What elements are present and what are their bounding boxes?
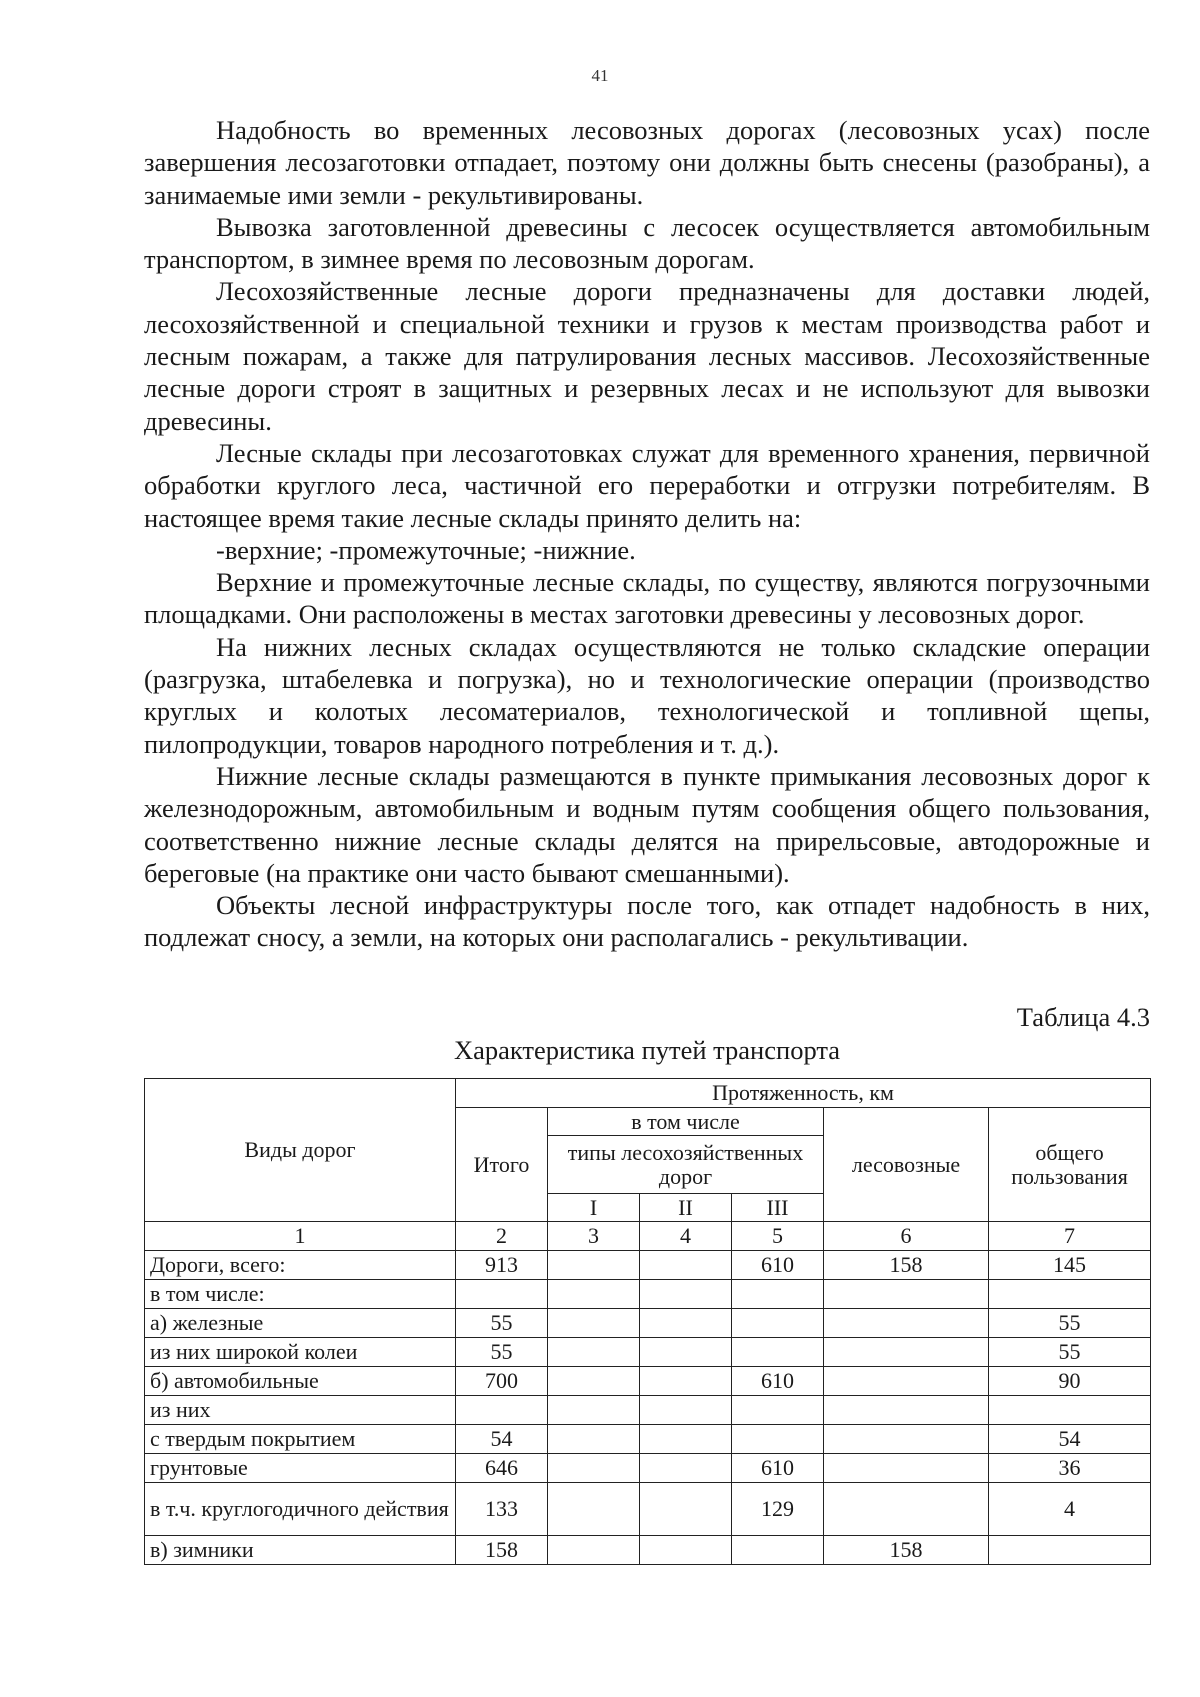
header-road-types: Виды дорог: [145, 1079, 456, 1222]
cell-road-type: грунтовые: [145, 1454, 456, 1483]
paragraph: Верхние и промежуточные лесные склады, по существу, являются погрузочными площадками. Они расположены в местах заготовки древесины у лесовозных дорог.: [144, 567, 1150, 630]
cell-value: 646: [456, 1454, 548, 1483]
cell-road-type: из них широкой колеи: [145, 1338, 456, 1367]
column-number: 7: [989, 1222, 1151, 1251]
cell-value: [548, 1483, 640, 1536]
cell-road-type: в том числе:: [145, 1280, 456, 1309]
cell-road-type: а) железные: [145, 1309, 456, 1338]
table-header: [145, 1079, 1151, 1251]
cell-value: 36: [989, 1454, 1151, 1483]
paragraph: Надобность во временных лесовозных дорогах (лесовозных усах) после завершения лесозаготовки отпадает, поэтому они должны быть снесены (разобраны), а занимаемые ими земли - рекультивированы.: [144, 115, 1150, 210]
header-logging: лесовозные: [824, 1108, 989, 1222]
cell-road-type: в т.ч. круглогодичного действия: [145, 1483, 456, 1536]
cell-value: [640, 1536, 732, 1565]
cell-value: [456, 1280, 548, 1309]
cell-value: [640, 1396, 732, 1425]
cell-road-type: в) зимники: [145, 1536, 456, 1565]
cell-value: [640, 1338, 732, 1367]
header-public: общего пользования: [989, 1108, 1151, 1222]
table-row: [145, 1454, 1151, 1483]
cell-value: [548, 1367, 640, 1396]
paragraph: Нижние лесные склады размещаются в пункте примыкания лесовозных дорог к железнодорожным, автомобильным и водным путям сообщения общего пользования, соответственно нижние лесные склады делятся на прирельсовые, автодорожные и береговые (на практике они часто бывают смешанными).: [144, 760, 1150, 888]
cell-value: [548, 1454, 640, 1483]
cell-value: [640, 1483, 732, 1536]
header-type-3: III: [732, 1194, 824, 1222]
cell-value: 913: [456, 1251, 548, 1280]
cell-value: [732, 1338, 824, 1367]
cell-value: [640, 1367, 732, 1396]
cell-value: 4: [989, 1483, 1151, 1536]
cell-value: [824, 1396, 989, 1425]
cell-value: 158: [824, 1536, 989, 1565]
cell-value: [456, 1396, 548, 1425]
cell-value: 133: [456, 1483, 548, 1536]
cell-value: [989, 1280, 1151, 1309]
cell-value: [732, 1425, 824, 1454]
cell-value: [640, 1309, 732, 1338]
header-length: Протяженность, км: [456, 1079, 1151, 1108]
cell-value: 55: [456, 1309, 548, 1338]
header-type-2: II: [640, 1194, 732, 1222]
paragraph: -верхние; -промежуточные; -нижние.: [216, 534, 636, 565]
cell-value: [732, 1396, 824, 1425]
cell-value: [548, 1309, 640, 1338]
column-number: 3: [548, 1222, 640, 1251]
table-row: [145, 1309, 1151, 1338]
column-numbers-row: [145, 1222, 1151, 1251]
cell-road-type: из них: [145, 1396, 456, 1425]
cell-value: [640, 1251, 732, 1280]
table-row: [145, 1251, 1151, 1280]
cell-value: [640, 1425, 732, 1454]
column-number: 5: [732, 1222, 824, 1251]
cell-value: 90: [989, 1367, 1151, 1396]
cell-value: 610: [732, 1454, 824, 1483]
table-body: [145, 1251, 1151, 1565]
header-total: Итого: [456, 1108, 548, 1222]
cell-value: [824, 1367, 989, 1396]
cell-value: [824, 1309, 989, 1338]
cell-value: [640, 1280, 732, 1309]
table-row: [145, 1367, 1151, 1396]
cell-value: [989, 1396, 1151, 1425]
cell-value: [732, 1280, 824, 1309]
table-label: Таблица 4.3: [1016, 1002, 1150, 1032]
cell-value: 158: [456, 1536, 548, 1565]
header-forestry-types: типы лесохозяйственных дорог: [548, 1136, 824, 1194]
page-number: 41: [591, 66, 609, 85]
cell-value: [824, 1280, 989, 1309]
transport-routes-table: [144, 1078, 1151, 1565]
cell-value: [640, 1454, 732, 1483]
table-row: [145, 1280, 1151, 1309]
cell-value: 610: [732, 1367, 824, 1396]
cell-value: [548, 1280, 640, 1309]
cell-value: [548, 1396, 640, 1425]
header-including: в том числе: [548, 1108, 824, 1136]
cell-value: [824, 1425, 989, 1454]
cell-value: 129: [732, 1483, 824, 1536]
paragraph: Лесные склады при лесозаготовках служат для временного хранения, первичной обработки круглого леса, частичной его переработки и отгрузки потребителям. В настоящее время такие лесные склады принято делить на:: [144, 437, 1150, 533]
cell-value: 700: [456, 1367, 548, 1396]
cell-value: [548, 1536, 640, 1565]
column-number: 2: [456, 1222, 548, 1251]
cell-value: 158: [824, 1251, 989, 1280]
table-row: [145, 1396, 1151, 1425]
table-row: [145, 1338, 1151, 1367]
cell-value: [989, 1536, 1151, 1565]
table-row: [145, 1425, 1151, 1454]
cell-road-type: с твердым покрытием: [145, 1425, 456, 1454]
cell-value: 145: [989, 1251, 1151, 1280]
paragraph: Лесохозяйственные лесные дороги предназначены для доставки людей, лесохозяйственной и специальной техники и грузов к местам производства работ и лесным пожарам, а также для патрулирования лесных массивов. Лесохозяйственные лесные дороги строят в защитных и резервных лесах и не используют для вывозки древесины.: [144, 276, 1150, 436]
cell-value: [732, 1536, 824, 1565]
column-number: 4: [640, 1222, 732, 1251]
cell-value: [548, 1251, 640, 1280]
paragraph: Вывозка заготовленной древесины с лесосек осуществляется автомобильным транспортом, в зимнее время по лесовозным дорогам.: [144, 211, 1150, 275]
cell-value: [824, 1483, 989, 1536]
paragraph: На нижних лесных складах осуществляются не только складские операции (разгрузка, штабелевка и погрузка), но и технологические операции (производство круглых и колотых лесоматериалов, технологической и топливной щепы, пилопродукции, товаров народного потребления и т. д.).: [144, 631, 1150, 759]
cell-road-type: б) автомобильные: [145, 1367, 456, 1396]
table-row: [145, 1536, 1151, 1565]
cell-value: 55: [989, 1309, 1151, 1338]
cell-value: 54: [989, 1425, 1151, 1454]
header-type-1: I: [548, 1194, 640, 1222]
cell-value: 55: [989, 1338, 1151, 1367]
cell-road-type: Дороги, всего:: [145, 1251, 456, 1280]
paragraph: Объекты лесной инфраструктуры после того, как отпадет надобность в них, подлежат сносу, а земли, на которых они располагались - рекультивации.: [144, 890, 1150, 953]
cell-value: [824, 1454, 989, 1483]
column-number: 1: [145, 1222, 456, 1251]
cell-value: 54: [456, 1425, 548, 1454]
table-row: [145, 1483, 1151, 1536]
cell-value: [548, 1425, 640, 1454]
cell-value: 55: [456, 1338, 548, 1367]
body-text: [144, 114, 1150, 954]
cell-value: [548, 1338, 640, 1367]
table-title: Характеристика путей транспорта: [453, 1035, 841, 1065]
column-number: 6: [824, 1222, 989, 1251]
cell-value: [732, 1309, 824, 1338]
cell-value: 610: [732, 1251, 824, 1280]
cell-value: [824, 1338, 989, 1367]
